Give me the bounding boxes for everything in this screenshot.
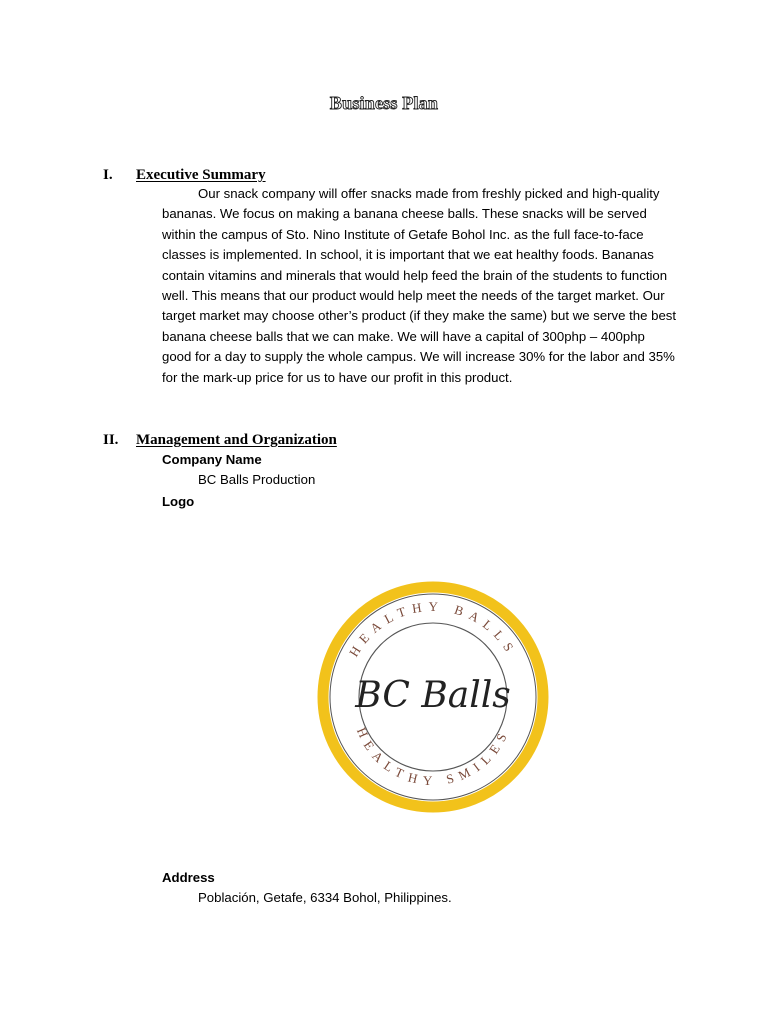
section-1-number: I. <box>103 167 113 183</box>
executive-summary-paragraph: Our snack company will offer snacks made from freshly picked and high-quality bananas. We focus on making a banana cheese balls. These snacks will be served within the campus of Sto. Nino Institute of Getafe Bohol Inc. as the full face-to-face classes is implemented. In school, it is important that we eat healthy foods. Bananas contain vitamins and minerals that would help feed the brain of the students to function well. This means that our product would help meet the needs of the target market. Our target market may choose other’s product (if they make the same) but we serve the best banana cheese balls that we can make. We will have a capital of 300php – 400php good for a day to supply the whole campus. We will increase 30% for the labor and 35% for the mark-up price for us to have our profit in this product. <box>162 186 677 385</box>
company-name-value: BC Balls Production <box>198 472 316 487</box>
section-2-heading: Management and Organization <box>136 432 337 448</box>
address-value: Población, Getafe, 6334 Bohol, Philippines. <box>198 890 452 905</box>
logo-center-text: BC Balls <box>355 675 511 716</box>
section-2-number: II. <box>103 432 119 448</box>
logo-graphic <box>313 577 553 817</box>
section-1-heading: Executive Summary <box>136 167 266 183</box>
logo-top-text: HEALTHY BALLS <box>345 598 521 660</box>
page-title: Business Plan <box>329 93 439 113</box>
logo-bottom-text: HEALTHY SMILES <box>353 725 513 789</box>
company-name-label: Company Name <box>162 452 262 467</box>
address-label: Address <box>162 870 215 885</box>
company-logo <box>313 577 553 817</box>
logo-label: Logo <box>162 494 195 509</box>
